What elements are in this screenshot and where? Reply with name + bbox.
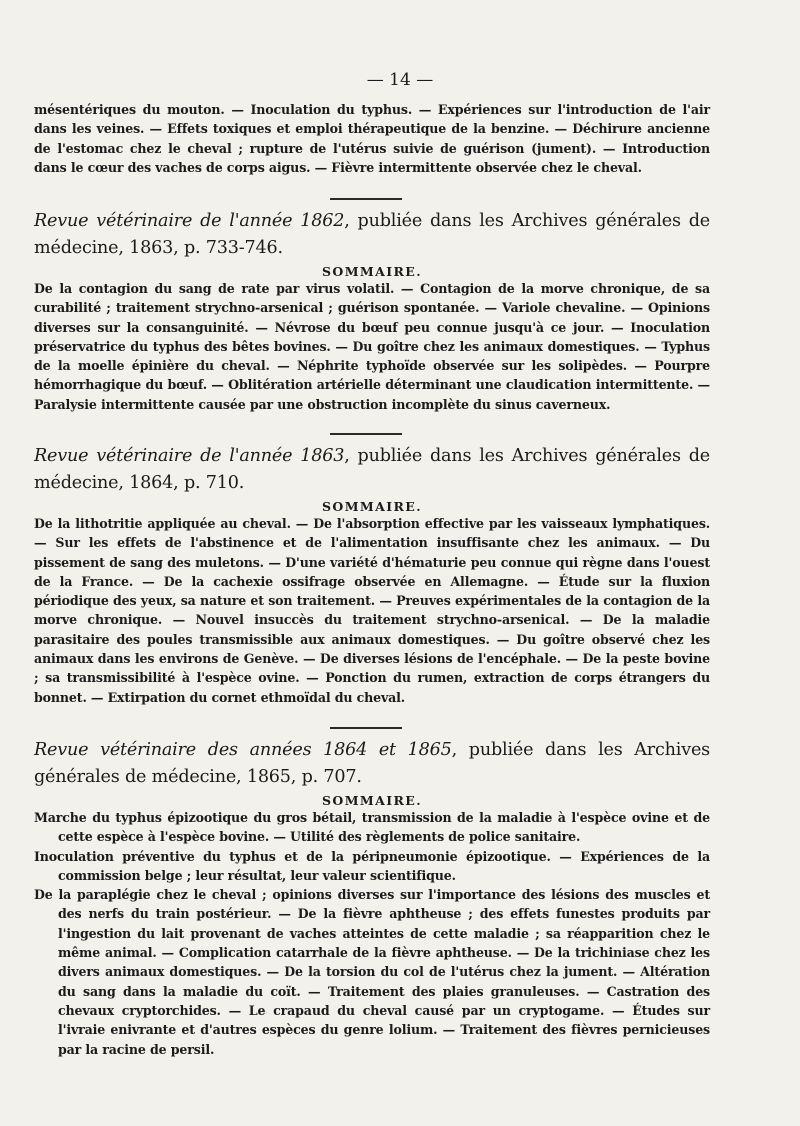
section-divider — [330, 433, 402, 435]
review-title: Revue vétérinaire des années 1864 et 1865 — [34, 740, 452, 760]
sommaire-label: SOMMAIRE. — [321, 499, 422, 514]
summary-paragraph: De la contagion du sang de rate par virus volatil. — Contagion de la morve chronique, de sa curabilité ; traitement strychno-arsenical ; guérison spontanée. — Variole chevaline. — Opinions diverses sur la consanguinité. — Névrose du bœuf peu connue jusqu'à ce jour. — Inoculation préservatrice du typhus des bêtes bovines. — Du goître chez les animaux domestiques. — Typhus de la moelle épinière du cheval. — Néphrite typhoïde observée sur les solipèdes. — Pourpre hémorrhagique du bœuf. — Oblitération artérielle déterminant une claudication intermittente. — Paralysie intermittente causée par une obstruction incomplète du sinus caverneux. — [34, 281, 710, 412]
section-1862 — [34, 208, 710, 414]
review-title: Revue vétérinaire de l'année 1863 — [34, 446, 345, 466]
sommaire-label: SOMMAIRE. — [321, 264, 422, 279]
page-number: — 14 — — [366, 70, 434, 90]
section-divider — [330, 198, 402, 200]
review-subtitle: , publiée dans les Archives générales de médecine, 1865, p. 707. — [34, 740, 710, 787]
review-title: Revue vétérinaire de l'année 1862 — [34, 211, 345, 231]
section-1864-1865 — [34, 737, 710, 1059]
review-subtitle: , publiée dans les Archives générales de médecine, 1864, p. 710. — [34, 446, 710, 493]
review-heading — [34, 443, 710, 497]
section-divider — [330, 727, 402, 729]
review-subtitle: , publiée dans les Archives générales de médecine, 1863, p. 733-746. — [34, 211, 710, 258]
summary-paragraph: De la lithotritie appliquée au cheval. — De l'absorption effective par les vaisseaux lymphatiques. — Sur les effets de l'abstinence et de l'alimentation insuffisante chez les animaux. — Du pissement de sang des muletons. — D'une variété d'hématurie peu connue qui règne dans l'ouest de la France. — De la cachexie ossifrage observée en Allemagne. — Étude sur la fluxion périodique des yeux, sa nature et son traitement. — Preuves expérimentales de la contagion de la morve chronique. — Nouvel insuccès du traitement strychno-arsenical. — De la maladie parasitaire des poules transmissible aux animaux domestiques. — Du goître observé chez les animaux dans les environs de Genève. — De diverses lésions de l'encéphale. — De la peste bovine ; sa transmissibilité à l'espèce ovine. — Ponction du rumen, extraction de corps étrangers du bonnet. — Extirpation du cornet ethmoïdal du cheval. — [34, 516, 710, 705]
review-heading — [34, 208, 710, 262]
intro-block — [34, 100, 710, 177]
intro-paragraph: mésentériques du mouton. — Inoculation du typhus. — Expériences sur l'introduction de l'air dans les veines. — Effets toxiques et emploi thérapeutique de la benzine. — Déchirure ancienne de l'estomac chez le cheval ; rupture de l'utérus suivie de guérison (jument). — Introduction dans le cœur des vaches de corps aigus. — Fièvre intermittente observée chez le cheval. — [34, 102, 710, 175]
section-1863 — [34, 443, 710, 707]
summary-paragraph: De la paraplégie chez le cheval ; opinions diverses sur l'importance des lésions des muscles et des nerfs du train postérieur. — De la fièvre aphtheuse ; des effets funestes produits par l'ingestion du lait provenant de vaches atteintes de cette maladie ; sa réapparition chez le même animal. — Complication catarrhale de la fièvre aphtheuse. — De la trichiniase chez les divers animaux domestiques. — De la torsion du col de l'utérus chez la jument. — Altération du sang dans la maladie du coït. — Traitement des plaies granuleuses. — Castration des chevaux cryptorchides. — Le crapaud du cheval causé par un cryptogame. — Études sur l'ivraie enivrante et d'autres espèces du genre lolium. — Traitement des fièvres pernicieuses par la racine de persil. — [34, 887, 710, 1057]
summary-paragraph: Inoculation préventive du typhus et de la péripneumonie épizootique. — Expériences de la commission belge ; leur résultat, leur valeur scientifique. — [34, 848, 710, 883]
sommaire-label: SOMMAIRE. — [321, 793, 422, 808]
summary-paragraph: Marche du typhus épizootique du gros bétail, transmission de la maladie à l'espèce ovine et de cette espèce à l'espèce bovine. — Utilité des règlements de police sanitaire. — [34, 810, 710, 845]
review-heading — [34, 737, 710, 791]
